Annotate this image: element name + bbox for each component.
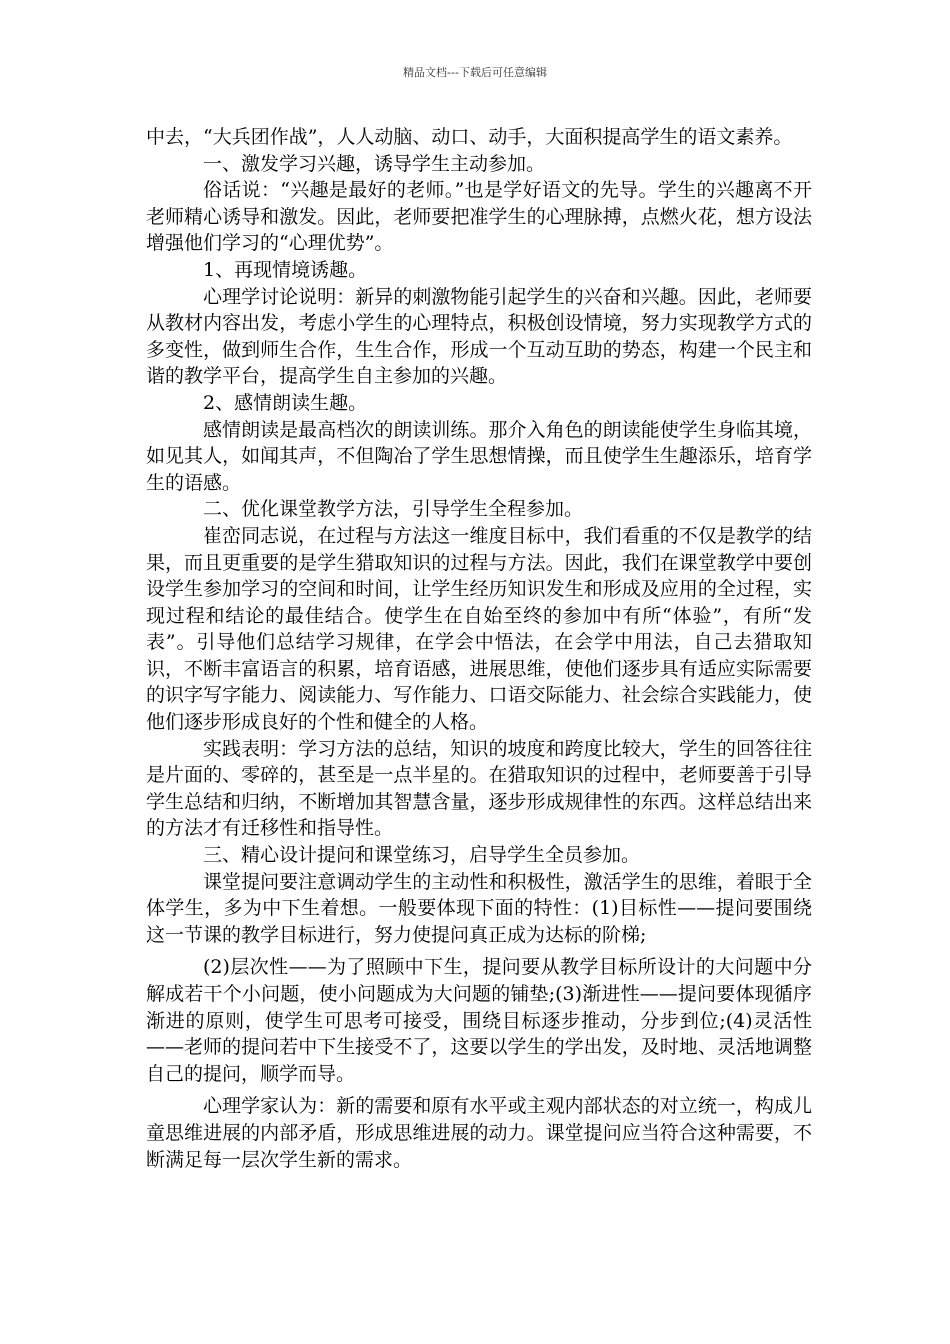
section-heading-1: 一、激发学习兴趣，诱导学生主动参加。: [203, 152, 546, 175]
section-heading-2: 二、优化课堂教学方法，引导学生全程参加。: [203, 498, 584, 521]
paragraph: 心理学家认为：新的需要和原有水平或主观内部状态的对立统一，构成儿童思维进展的内部矛盾，形成思维进展的动力。课堂提问应当符合这种需要，不断满足每一层次学生新的需求。: [146, 1095, 812, 1171]
subheading-1: 1、再现情境诱趣。: [203, 258, 368, 281]
subheading-2: 2、感情朗读生趣。: [203, 391, 368, 414]
paragraph: (2)层次性——为了照顾中下生，提问要从教学目标所设计的大问题中分解成若干个小问题，使小问题成为大问题的铺垫;(3)渐进性——提问要体现循序渐进的原则，使学生可思考可接受，围绕目标逐步推动，分步到位;(4)灵活性——老师的提问若中下生接受不了，这要以学生的学出发，及时地、灵活地调整自己的提问，顺学而导。: [146, 956, 812, 1085]
document-body: [146, 124, 812, 1173]
section-heading-3: 三、精心设计提问和课堂练习，启导学生全员参加。: [203, 844, 641, 867]
paragraph-continuation: 中去，“大兵团作战”，人人动脑、动口、动手，大面积提高学生的语文素养。: [146, 126, 793, 148]
paragraph: 课堂提问要注意调动学生的主动性和积极性，激活学生的思维，着眼于全体学生，多为中下生着想。一般要体现下面的特性：(1)目标性——提问要围绕这一节课的教学目标进行，努力使提问真正成为达标的阶梯;: [146, 870, 812, 946]
paragraph: 感情朗读是最高档次的朗读训练。那介入角色的朗读能使学生身临其境，如见其人，如闻其声，不但陶冶了学生思想情操，而且使学生生趣添乐，培育学生的语感。: [146, 418, 812, 494]
paragraph: 俗话说：“兴趣是最好的老师。”也是学好语文的先导。学生的兴趣离不开老师精心诱导和激发。因此，老师要把准学生的心理脉搏，点燃火花，想方设法增强他们学习的“心理优势”。: [146, 179, 812, 255]
page-header: 精品文档---下载后可任意编辑: [403, 66, 547, 79]
paragraph: 心理学讨论说明：新异的刺激物能引起学生的兴奋和兴趣。因此，老师要从教材内容出发，考虑小学生的心理特点，积极创设情境，努力实现教学方式的多变性，做到师生合作，生生合作，形成一个互动互助的势态，构建一个民主和谐的教学平台，提高学生自主参加的兴趣。: [146, 285, 812, 388]
paragraph: 实践表明：学习方法的总结，知识的坡度和跨度比较大，学生的回答往往是片面的、零碎的，甚至是一点半星的。在猎取知识的过程中，老师要善于引导学生总结和归纳，不断增加其智慧含量，逐步形成规律性的东西。这样总结出来的方法才有迁移性和指导性。: [146, 737, 812, 840]
paragraph: 崔峦同志说，在过程与方法这一维度目标中，我们看重的不仅是教学的结果，而且更重要的是学生猎取知识的过程与方法。因此，我们在课堂教学中要创设学生参加学习的空间和时间，让学生经历知识发生和形成及应用的全过程，实现过程和结论的最佳结合。使学生在自始至终的参加中有所“体验”，有所“发表”。引导他们总结学习规律，在学会中悟法，在会学中用法，自己去猎取知识，不断丰富语言的积累，培育语感，进展思维，使他们逐步具有适应实际需要的识字写字能力、阅读能力、写作能力、口语交际能力、社会综合实践能力，使他们逐步形成良好的个性和健全的人格。: [146, 524, 812, 734]
